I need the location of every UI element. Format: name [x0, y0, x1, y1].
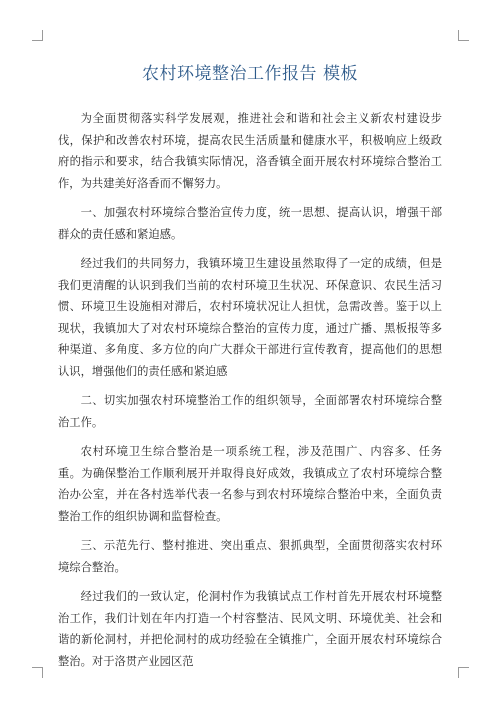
- crop-mark-top-right: [458, 30, 469, 41]
- paragraph-section-2: 农村环境卫生综合整治是一项系统工程，涉及范围广、内容多、任务重。为确保整治工作顺利展开并取得良好成效，我镇成立了农村环境综合整治办公室，并在各村选举代表一名参与到农村环境综合整治中来，全面负责整治工作的组织协调和监督检查。: [58, 445, 442, 523]
- crop-mark-top-left: [32, 30, 43, 41]
- section-heading-3: 三、示范先行、整村推进、突出重点、狠抓典型，全面贯彻落实农村环境综合整治。: [58, 539, 442, 574]
- paragraph-intro: 为全面贯彻落实科学发展观，推进社会和谐和社会主义新农村建设步伐，保护和改善农村环境，提高农民生活质量和健康水平，积极响应上级政府的指示和要求，结合我镇实际情况，洛香镇全面开展农村环境综合整治工作，为共建美好洛香而不懈努力。: [58, 112, 442, 190]
- document-body: [58, 108, 442, 680]
- section-heading-2: 二、切实加强农村环境整治工作的组织领导，全面部署农村环境综合整治工作。: [58, 394, 442, 429]
- paragraph-section-1: 经过我们的共同努力，我镇环境卫生建设虽然取得了一定的成绩，但是我们更清醒的认识到我们当前的农村环境卫生状况、环保意识、农民生活习惯、环境卫生设施相对滞后，农村环境状况让人担忧，急需改善。鉴于以上现状，我镇加大了对农村环境综合整治的宣传力度，通过广播、黑板报等多种渠道、多角度、多方位的向广大群众干部进行宣传教育，提高他们的思想认识，增强他们的责任感和紧迫感: [58, 257, 442, 378]
- crop-mark-bottom-left: [32, 667, 43, 678]
- section-heading-1: 一、加强农村环境综合整治宣传力度，统一思想、提高认识，增强干部群众的责任感和紧迫感。: [58, 206, 442, 241]
- paragraph-section-3: 经过我们的一致认定，伦洞村作为我镇试点工作村首先开展农村环境整治工作，我们计划在年内打造一个村容整洁、民风文明、环境优美、社会和谐的新伦洞村，并把伦洞村的成功经验在全镇推广，全面开展农村环境综合整治。对于洛贯产业园区范: [58, 590, 442, 668]
- crop-mark-bottom-right: [458, 667, 469, 678]
- document-title: 农村环境整治工作报告 模板: [142, 64, 358, 84]
